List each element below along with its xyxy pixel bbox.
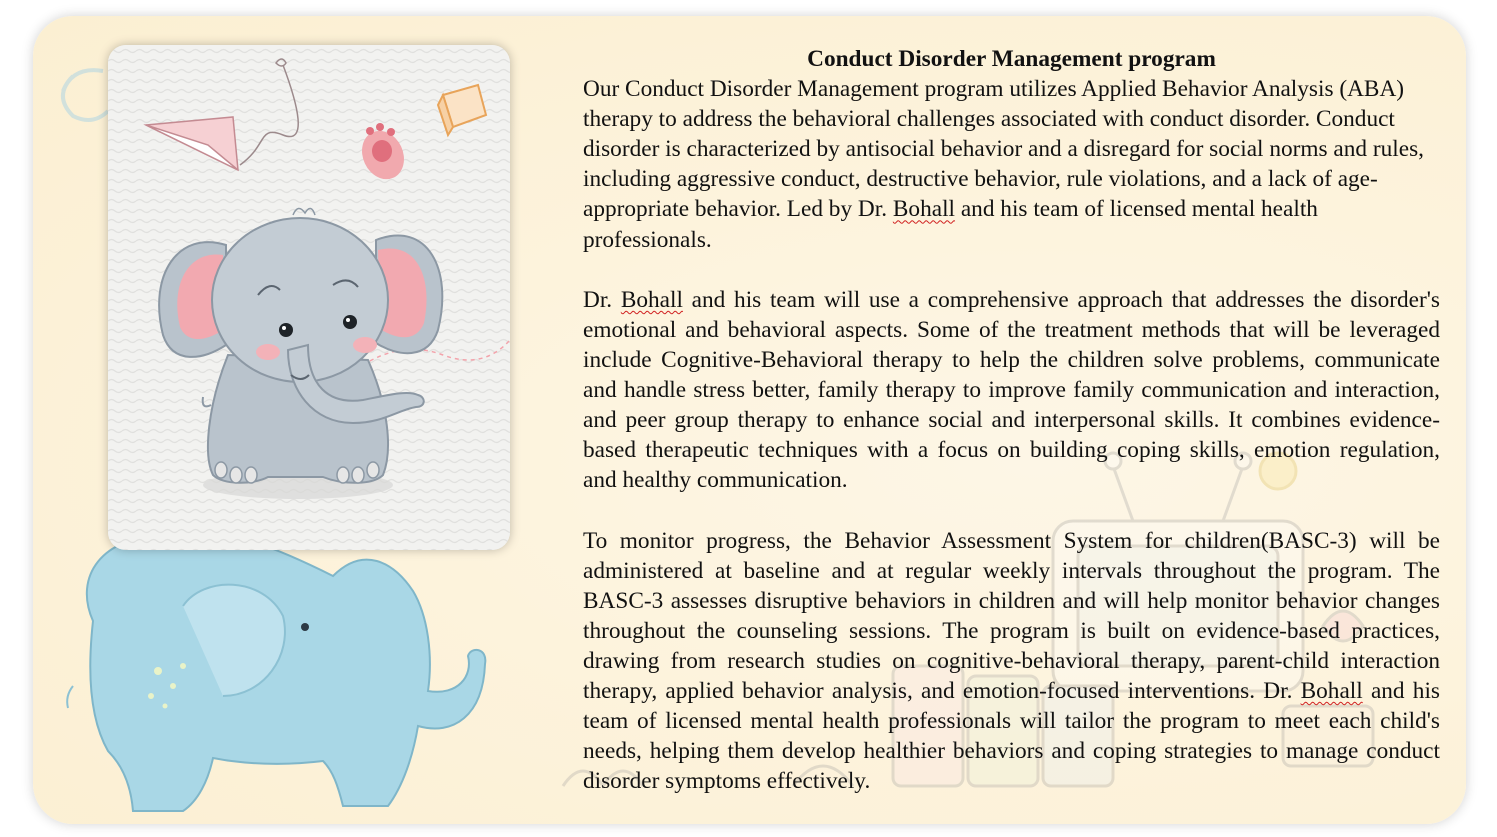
misspelled-word[interactable]: Bohall bbox=[1300, 677, 1363, 704]
slide-card bbox=[33, 16, 1466, 824]
text-segment: Dr. bbox=[583, 286, 621, 313]
blue-elephant-illustration bbox=[67, 532, 485, 811]
text-segment: Our Conduct Disorder Management program utilizes Applied Behavior Analysis (ABA) therapy to address the behavioral challenges associated with conduct disorder. Conduct disorder is characterized by antisocial behavior and a disregard for social norms and rules, including aggressive conduct, destructive behavior, rule violations, and a lack of age-appropriate behavior. Led by Dr. bbox=[583, 76, 1424, 223]
misspelled-word[interactable]: Bohall bbox=[892, 196, 956, 223]
text-segment: and his team of licensed mental health professionals will tailor the program to meet each child's needs, helping them develop healthier behaviors and coping strategies to manage conduct disorder symptoms effectively. bbox=[583, 677, 1440, 795]
elephant-photo-card bbox=[108, 45, 510, 550]
monitoring-paragraph bbox=[583, 526, 1440, 797]
approach-paragraph bbox=[583, 285, 1440, 496]
text-segment: and his team of licensed mental health professionals. bbox=[583, 196, 1318, 253]
program-description bbox=[583, 44, 1440, 824]
baby-elephant-illustration bbox=[108, 45, 510, 550]
intro-paragraph bbox=[583, 74, 1440, 255]
text-segment: To monitor progress, the Behavior Assessment System for children(BASC-3) will be administered at baseline and at regular weekly intervals throughout the program. The BASC-3 assesses disruptive behaviors in children and will help monitor behavior changes throughout the counseling sessions. The program is built on evidence-based practices, drawing from research studies on cognitive-behavioral therapy, parent-child interaction therapy, applied behavior analysis, and emotion-focused interventions. Dr. bbox=[583, 527, 1440, 704]
text-segment: and his team will use a comprehensive approach that addresses the disorder's emotional and behavioral aspects. Some of the treatment methods that will be leveraged include Cognitive-Behavioral therapy to help the children solve problems, communicate and handle stress better, family therapy to improve family communication and interaction, and peer group therapy to enhance social and interpersonal skills. It combines evidence-based therapeutic techniques with a focus on building coping skills, emotion regulation, and healthy communication. bbox=[583, 286, 1440, 494]
misspelled-word[interactable]: Bohall bbox=[620, 286, 683, 313]
page-title: Conduct Disorder Management program bbox=[807, 46, 1216, 72]
